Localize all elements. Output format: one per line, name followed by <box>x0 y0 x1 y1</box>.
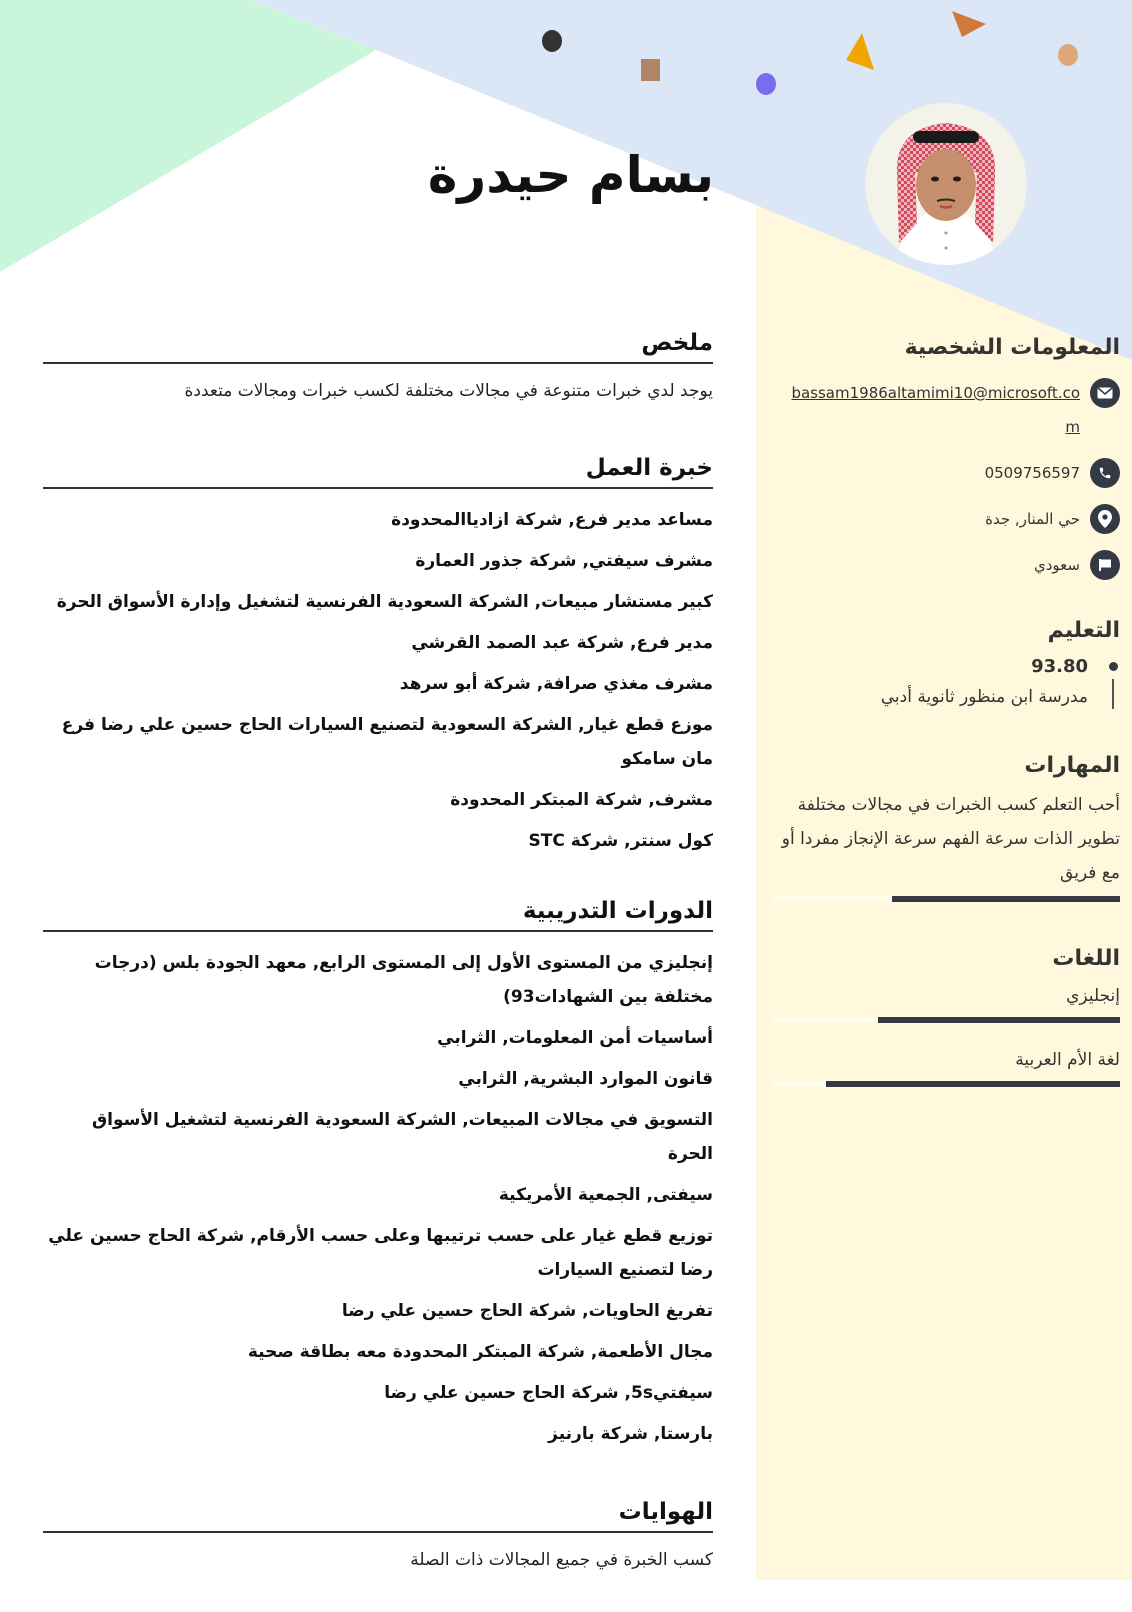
flag-icon <box>1090 550 1120 580</box>
language-level-fill <box>826 1081 1120 1087</box>
skills-level-bar <box>774 896 1120 902</box>
courses-section <box>43 898 713 1451</box>
contact-nationality <box>770 550 1120 582</box>
skills-title: المهارات <box>1024 753 1120 778</box>
experience-item: مشرف مغذي صرافة, شركة أبو سرهد <box>399 674 713 695</box>
course-item: أساسيات أمن المعلومات, الثرابي <box>437 1028 713 1049</box>
experience-item: مشرف سيفتي, شركة جذور العمارة <box>415 551 713 572</box>
dot-purple-shape <box>756 73 776 95</box>
candidate-name: بسام حيدرة <box>427 146 714 204</box>
hobbies-title: الهوايات <box>43 1499 713 1533</box>
experience-item: كبير مستشار مبيعات, الشركة السعودية الفرنسية لتشغيل وإدارة الأسواق الحرة <box>56 592 713 613</box>
language-label: إنجليزي <box>1066 986 1120 1006</box>
dot-peach-shape <box>1058 44 1078 66</box>
avatar <box>865 103 1027 265</box>
timeline-line <box>1112 679 1114 709</box>
phone-icon <box>1090 458 1120 488</box>
main-column <box>43 330 713 1612</box>
course-item: إنجليزي من المستوى الأول إلى المستوى الرابع, معهد الجودة بلس (درجات مختلفة بين الشهادات93) <box>94 953 713 1008</box>
experience-title: خبرة العمل <box>43 455 713 489</box>
course-item: بارستا, شركة بارنيز <box>548 1424 713 1445</box>
summary-section <box>43 330 713 405</box>
languages-section <box>770 946 1120 1087</box>
language-level-fill <box>878 1017 1120 1023</box>
courses-title: الدورات التدريبية <box>43 898 713 932</box>
course-item: مجال الأطعمة, شركة المبتكر المحدودة معه بطاقة صحية <box>247 1342 713 1363</box>
summary-text: يوجد لدي خبرات متنوعة في مجالات مختلفة لكسب خبرات ومجالات متعددة <box>184 381 713 401</box>
experience-item: مشرف, شركة المبتكر المحدودة <box>450 790 713 811</box>
language-level-bar <box>774 1081 1120 1087</box>
sidebar <box>770 335 1120 1087</box>
timeline-dot-icon <box>1109 662 1118 671</box>
envelope-icon <box>1090 378 1120 408</box>
skills-level-fill <box>892 896 1120 902</box>
nationality-text: سعودي <box>1034 556 1080 574</box>
course-item: التسويق في مجالات المبيعات, الشركة السعودية الفرنسية لتشغيل الأسواق الحرة <box>91 1110 713 1165</box>
contact-email <box>770 378 1120 444</box>
course-item: توزيع قطع غيار على حسب ترتيبها وعلى حسب الأرقام, شركة الحاج حسين علي رضا لتصنيع السيارات <box>48 1226 713 1281</box>
language-label: لغة الأم العربية <box>1015 1050 1120 1070</box>
contact-location <box>770 504 1120 536</box>
personal-info-title: المعلومات الشخصية <box>904 335 1120 360</box>
experience-item: مساعد مدير فرع, شركة ازادياالمحدودة <box>391 510 713 531</box>
education-section <box>770 618 1120 713</box>
square-shape <box>641 59 660 81</box>
education-school: مدرسة ابن منظور ثانوية أدبي <box>880 687 1088 707</box>
contact-phone <box>770 458 1120 490</box>
email-link[interactable]: bassam1986altamimi10@microsoft.com <box>791 384 1080 436</box>
course-item: سيفتى, الجمعية الأمريكية <box>498 1185 713 1206</box>
hobbies-section <box>43 1499 713 1574</box>
location-text: حي المنار, جدة <box>985 510 1080 528</box>
experience-item: كول سنتر, شركة STC <box>528 831 713 852</box>
summary-title: ملخص <box>43 330 713 364</box>
location-pin-icon <box>1090 504 1120 534</box>
experience-item: مدير فرع, شركة عبد الصمد القرشي <box>411 633 713 654</box>
phone-text: 0509756597 <box>984 464 1080 482</box>
education-grade: 93.80 <box>1031 656 1088 677</box>
skills-section <box>770 753 1120 902</box>
education-title: التعليم <box>1047 618 1120 643</box>
languages-title: اللغات <box>1052 946 1120 971</box>
hobbies-text: كسب الخبرة في جميع المجالات ذات الصلة <box>410 1550 713 1571</box>
language-level-bar <box>774 1017 1120 1023</box>
experience-item: موزع قطع غيار, الشركة السعودية لتصنيع السيارات الحاج حسين علي رضا فرع مان سامكو <box>61 715 713 770</box>
course-item: تفريغ الحاويات, شركة الحاج حسين علي رضا <box>341 1301 713 1322</box>
experience-section <box>43 455 713 858</box>
course-item: قانون الموارد البشرية, الثرابي <box>458 1069 713 1090</box>
course-item: سيفتي5s, شركة الحاج حسين علي رضا <box>384 1383 713 1404</box>
education-entry <box>770 653 1120 713</box>
dot-dark-shape <box>542 30 562 52</box>
skills-text: أحب التعلم كسب الخبرات في مجالات مختلفة تطوير الذات سرعة الفهم سرعة الإنجاز مفردا أو مع فريق <box>781 795 1120 883</box>
